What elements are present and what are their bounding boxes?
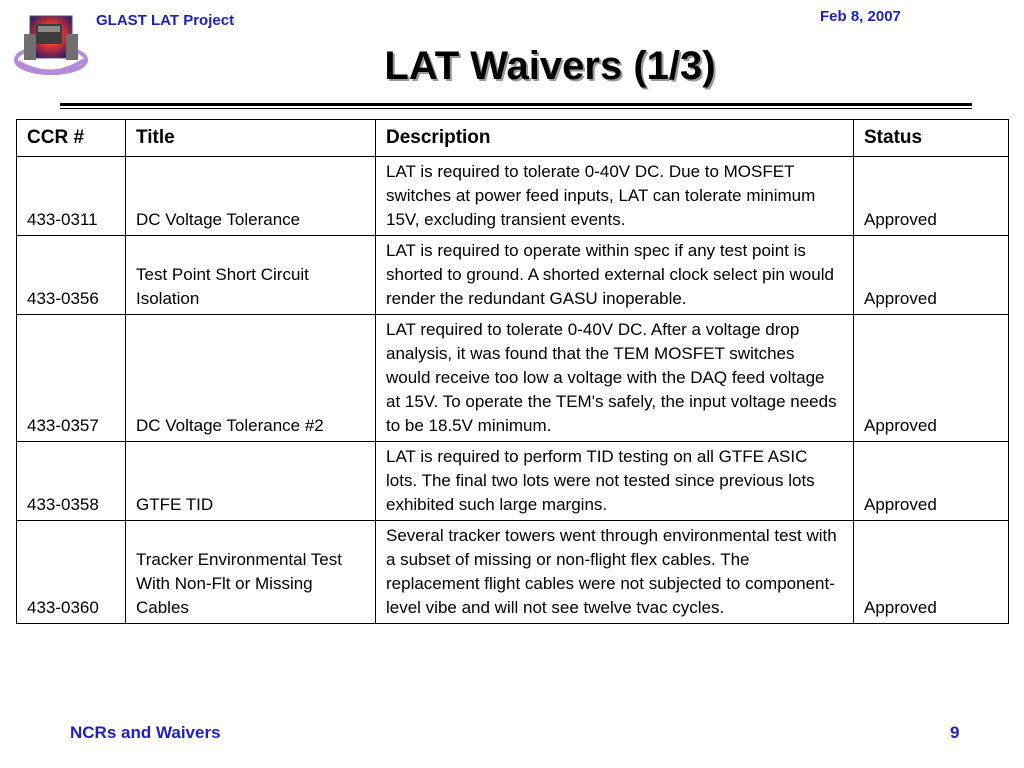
ccr-cell: 433-0360	[17, 521, 126, 624]
description-cell: LAT is required to operate within spec if any test point is shorted to ground. A shorted external clock select pin would render the redundant GASU inoperable.	[376, 236, 854, 315]
description-cell: LAT is required to perform TID testing on all GTFE ASIC lots. The final two lots were not tested since previous lots exhibited such large margins.	[376, 442, 854, 521]
status-cell: Approved	[854, 442, 1009, 521]
title-cell: DC Voltage Tolerance	[126, 157, 376, 236]
status-cell: Approved	[854, 236, 1009, 315]
page-title: LAT Waivers (1/3)	[384, 44, 716, 88]
table-row	[17, 521, 1009, 624]
project-name: GLAST LAT Project	[96, 12, 235, 29]
column-header-ccr: CCR #	[17, 120, 126, 157]
ccr-cell: 433-0356	[17, 236, 126, 315]
description-cell: Several tracker towers went through environmental test with a subset of missing or non-flight flex cables. The replacement flight cables were not subjected to component-level vibe and will not see twelve tvac cycles.	[376, 521, 854, 624]
title-divider	[60, 103, 972, 106]
date-label: Feb 8, 2007	[820, 8, 901, 25]
waivers-table	[16, 119, 1009, 624]
ccr-cell: 433-0311	[17, 157, 126, 236]
title-divider-thin	[60, 108, 972, 109]
title-cell: GTFE TID	[126, 442, 376, 521]
footer-section-label: NCRs and Waivers	[70, 723, 221, 742]
status-cell: Approved	[854, 315, 1009, 442]
table-header-row	[17, 120, 1009, 157]
column-header-description: Description	[376, 120, 854, 157]
table-row	[17, 442, 1009, 521]
table-row	[17, 236, 1009, 315]
ccr-cell: 433-0358	[17, 442, 126, 521]
status-cell: Approved	[854, 521, 1009, 624]
description-cell: LAT required to tolerate 0-40V DC. After a voltage drop analysis, it was found that the TEM MOSFET switches would receive too low a voltage with the DAQ feed voltage at 15V. To operate the TEM's safely, the input voltage needs to be 18.5V minimum.	[376, 315, 854, 442]
status-cell: Approved	[854, 157, 1009, 236]
page-number: 9	[950, 723, 960, 742]
title-cell: DC Voltage Tolerance #2	[126, 315, 376, 442]
column-header-status: Status	[854, 120, 1009, 157]
title-cell: Tracker Environmental Test With Non-Flt or Missing Cables	[126, 521, 376, 624]
table-row	[17, 315, 1009, 442]
ccr-cell: 433-0357	[17, 315, 126, 442]
description-cell: LAT is required to tolerate 0-40V DC. Due to MOSFET switches at power feed inputs, LAT can tolerate minimum 15V, excluding transient events.	[376, 157, 854, 236]
column-header-title: Title	[126, 120, 376, 157]
table-row	[17, 157, 1009, 236]
title-cell: Test Point Short Circuit Isolation	[126, 236, 376, 315]
